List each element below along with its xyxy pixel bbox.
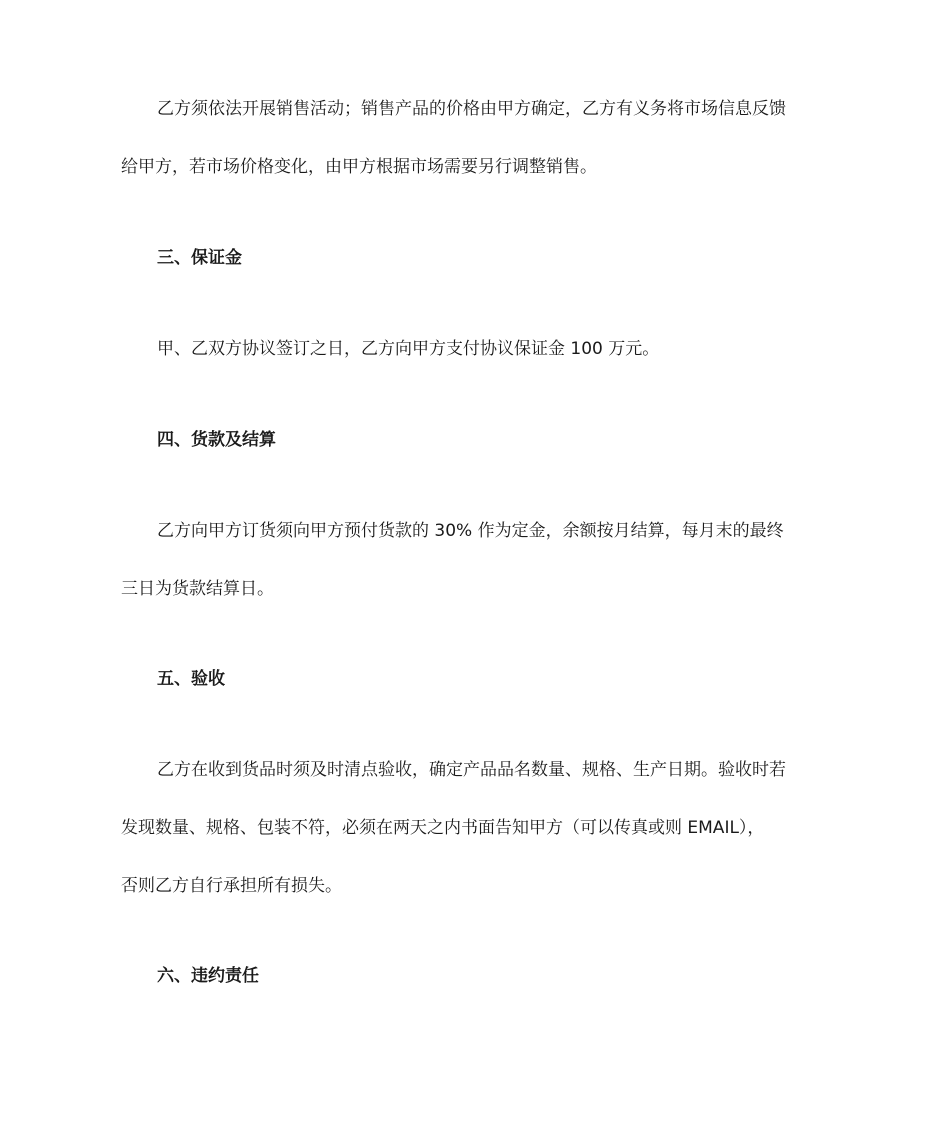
paragraph-inspection-line-3: 否则乙方自行承担所有损失。	[121, 876, 342, 896]
paragraph-inspection-line-1: 乙方在收到货品时须及时清点验收，确定产品品名数量、规格、生产日期。验收时若	[157, 760, 786, 780]
paragraph-payment-line-2: 三日为货款结算日。	[121, 579, 274, 599]
paragraph-sales-line-2: 给甲方，若市场价格变化，由甲方根据市场需要另行调整销售。	[121, 157, 597, 177]
paragraph-payment-line-1: 乙方向甲方订货须向甲方预付货款的 30% 作为定金，余额按月结算，每月末的最终	[157, 521, 784, 541]
paragraph-deposit-line-1: 甲、乙双方协议签订之日，乙方向甲方支付协议保证金 100 万元。	[157, 339, 660, 359]
section-heading-deposit: 三、保证金	[157, 248, 242, 268]
section-heading-inspection: 五、验收	[157, 669, 225, 689]
section-heading-liability: 六、违约责任	[157, 966, 259, 986]
paragraph-sales-line-1: 乙方须依法开展销售活动；销售产品的价格由甲方确定，乙方有义务将市场信息反馈	[157, 99, 786, 119]
section-heading-payment: 四、货款及结算	[157, 430, 276, 450]
paragraph-inspection-line-2: 发现数量、规格、包装不符，必须在两天之内书面告知甲方（可以传真或则 EMAIL），	[121, 818, 765, 838]
